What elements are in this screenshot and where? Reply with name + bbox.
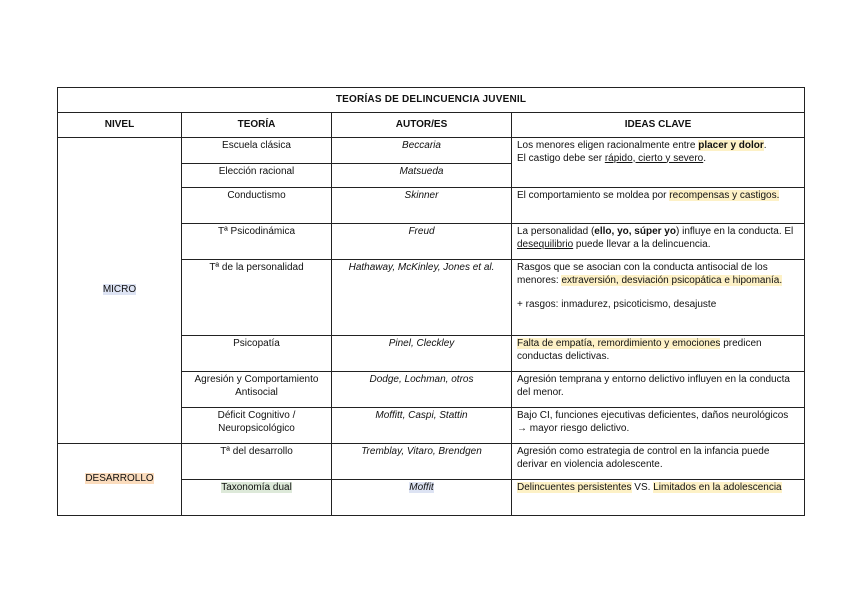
author-cell: Tremblay, Vitaro, Brendgen	[332, 444, 512, 480]
ideas-cell: Agresión temprana y entorno delictivo influyen en la conducta del menor.	[512, 372, 805, 408]
header-row	[58, 113, 805, 138]
level-micro: MICRO	[102, 284, 137, 296]
ideas-cell: La personalidad (ello, yo, súper yo) influye en la conducta. El desequilibrio puede llevar a la delincuencia.	[512, 224, 805, 260]
header-autores: AUTOR/ES	[332, 113, 512, 138]
author-cell: Beccaria	[332, 138, 512, 164]
theory-cell: Tª de la personalidad	[182, 260, 332, 336]
theory-cell: Tª Psicodinámica	[182, 224, 332, 260]
theory-cell: Conductismo	[182, 188, 332, 224]
theory-cell: Déficit Cognitivo / Neuropsicológico	[182, 408, 332, 444]
author-cell: Hathaway, McKinley, Jones et al.	[332, 260, 512, 336]
author-cell: Moffitt, Caspi, Stattin	[332, 408, 512, 444]
ideas-cell: Los menores eligen racionalmente entre placer y dolor. El castigo debe ser rápido, cierto y severo.	[512, 138, 805, 188]
author-cell: Pinel, Cleckley	[332, 336, 512, 372]
table-title: TEORÍAS DE DELINCUENCIA JUVENIL	[58, 88, 805, 113]
author-cell: Moffit	[332, 480, 512, 516]
header-nivel: NIVEL	[58, 113, 182, 138]
theory-cell: Tª del desarrollo	[182, 444, 332, 480]
ideas-cell: El comportamiento se moldea por recompensas y castigos.	[512, 188, 805, 224]
title-row	[58, 88, 805, 113]
author-cell: Matsueda	[332, 164, 512, 188]
theory-cell: Escuela clásica	[182, 138, 332, 164]
ideas-cell: Falta de empatía, remordimiento y emociones predicen conductas delictivas.	[512, 336, 805, 372]
ideas-cell: Bajo CI, funciones ejecutivas deficientes, daños neurológicos → mayor riesgo delictivo.	[512, 408, 805, 444]
theory-cell: Taxonomía dual	[182, 480, 332, 516]
ideas-cell: Delincuentes persistentes VS. Limitados en la adolescencia	[512, 480, 805, 516]
theory-cell: Agresión y Comportamiento Antisocial	[182, 372, 332, 408]
level-cell-micro	[58, 138, 182, 444]
theories-table	[57, 87, 805, 516]
theory-cell: Elección racional	[182, 164, 332, 188]
table-row	[58, 444, 805, 480]
author-cell: Dodge, Lochman, otros	[332, 372, 512, 408]
ideas-cell: Rasgos que se asocian con la conducta antisocial de los menores: extraversión, desviación psicopática e hipomanía. + rasgos: inmadurez, psicoticismo, desajuste	[512, 260, 805, 336]
header-ideas: IDEAS CLAVE	[512, 113, 805, 138]
author-cell: Skinner	[332, 188, 512, 224]
level-desarrollo: DESARROLLO	[85, 473, 154, 485]
header-teoria: TEORÍA	[182, 113, 332, 138]
theory-cell: Psicopatía	[182, 336, 332, 372]
table-row	[58, 138, 805, 164]
level-cell-desarrollo	[58, 444, 182, 516]
ideas-cell: Agresión como estrategia de control en la infancia puede derivar en violencia adolescente.	[512, 444, 805, 480]
author-cell: Freud	[332, 224, 512, 260]
